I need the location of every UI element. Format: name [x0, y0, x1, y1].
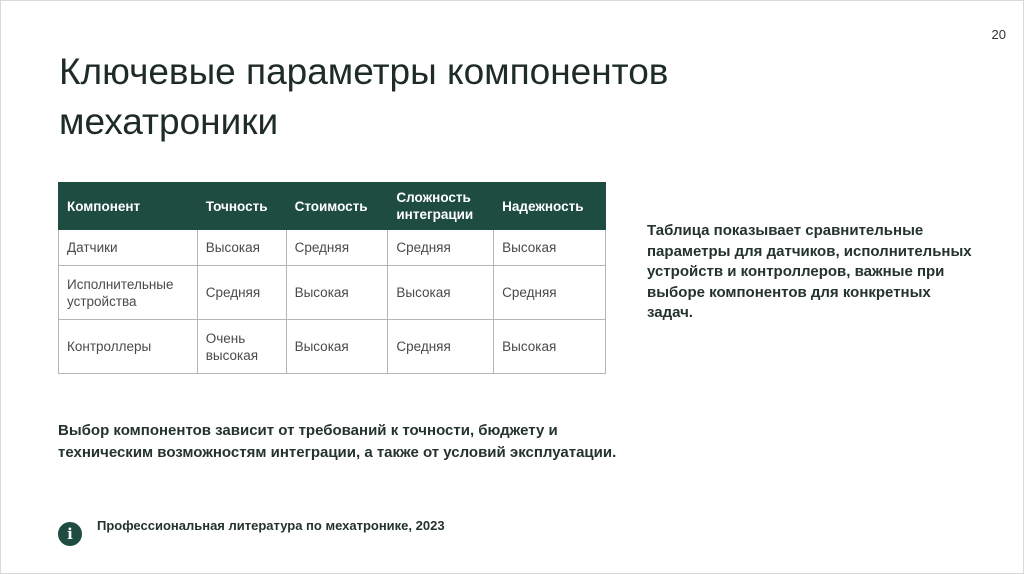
page-number: 20: [991, 27, 1006, 42]
table-cell: Контроллеры: [59, 320, 198, 374]
table-row: [59, 320, 606, 374]
comparison-table: [58, 182, 606, 374]
header-integration-complexity: Сложность интеграции: [388, 183, 494, 230]
table-cell: Датчики: [59, 230, 198, 266]
table-row: [59, 266, 606, 320]
table-cell: Средняя: [388, 230, 494, 266]
source-text: Профессиональная литература по мехатронике, 2023: [97, 517, 445, 533]
header-component: Компонент: [59, 183, 198, 230]
header-accuracy: Точность: [197, 183, 286, 230]
header-reliability: Надежность: [494, 183, 606, 230]
table-cell: Исполнительные устройства: [59, 266, 198, 320]
table-cell: Средняя: [494, 266, 606, 320]
table-cell: Высокая: [494, 230, 606, 266]
parameters-table: [58, 182, 606, 374]
table-cell: Средняя: [388, 320, 494, 374]
table-header-row: [59, 183, 606, 230]
table-description: Таблица показывает сравнительные параметры для датчиков, исполнительных устройств и контроллеров, важные при выборе компонентов для конкретных задач.: [647, 222, 972, 321]
table-cell: Высокая: [494, 320, 606, 374]
table-cell: Высокая: [388, 266, 494, 320]
source-citation: [58, 519, 445, 549]
table-cell: Высокая: [197, 230, 286, 266]
slide-title: Ключевые параметры компонентов мехатроники: [59, 51, 669, 142]
table-cell: Средняя: [286, 230, 388, 266]
table-cell: Очень высокая: [197, 320, 286, 374]
table-cell: Средняя: [197, 266, 286, 320]
info-icon: i: [58, 522, 82, 546]
table-row: [59, 230, 606, 266]
table-cell: Высокая: [286, 320, 388, 374]
summary-text: Выбор компонентов зависит от требований к точности, бюджету и техническим возможностям интеграции, а также от условий эксплуатации.: [58, 422, 617, 461]
table-cell: Высокая: [286, 266, 388, 320]
header-cost: Стоимость: [286, 183, 388, 230]
